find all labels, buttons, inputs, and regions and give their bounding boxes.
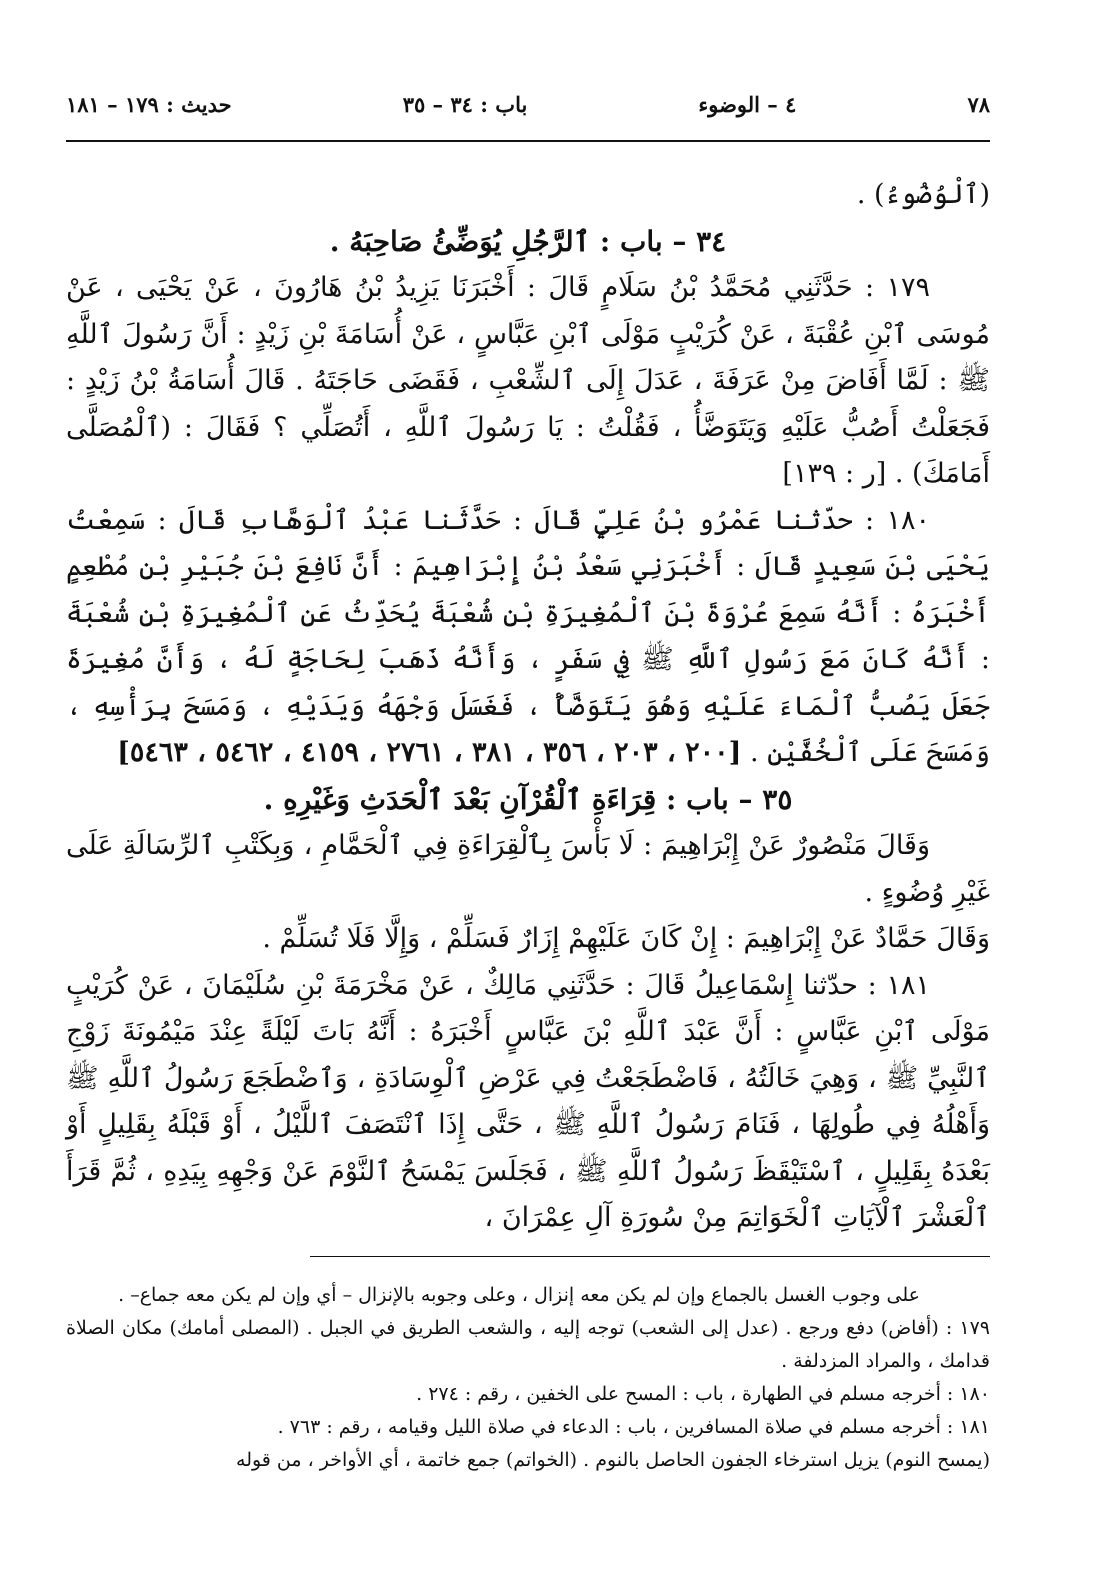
footnote-181: ١٨١ : أخرجه مسلم في صلاة المسافرين ، باب : الدعاء في صلاة الليل وقيامه ، رقم : ٧٦٣ . <box>277 1415 990 1438</box>
hadith-180-refs: [٢٠٠ ، ٢٠٣ ، ٣٥٦ ، ٣٨١ ، ٢٧٦١ ، ٤١٥٩ ، ٥٤٦٢ ، ٥٤٦٣] <box>117 737 742 768</box>
footnote-181-continued: (يمسح النوم) يزيل استرخاء الجفون الحاصل بالنوم . (الخواتم) جمع خاتمة ، أي الأواخر ، من قوله <box>236 1448 990 1471</box>
bab-34-title: ٣٤ – باب : ٱلرَّجُلِ يُوَضِّئُ صَاحِبَهُ . <box>329 224 727 258</box>
footnote-179: ١٧٩ : (أفاض) دفع ورجع . (عدل إلى الشعب) توجه إليه ، والشعب الطريق في الجبل . (المصلى أمامك) مكان الصلاة قدامك ، والمراد المزدلفة . <box>66 1316 990 1372</box>
page-number: ٧٨ <box>967 91 990 117</box>
hammad-statement: وَقَالَ حَمَّادٌ عَنْ إِبْرَاهِيمَ : إِنْ كَانَ عَلَيْهِمْ إِزَارٌ فَسَلِّمْ ، وَإِلَّا فَلَا تُسَلِّمْ . <box>262 923 990 954</box>
hadith-180-text: ١٨٠ : حدّثنا عَمْرُو بْنُ عَلِيٍّ قَالَ : حَدَّثَنا عَبْدُ ٱلْوَهَّابِ قَالَ : سَمِعْتُ يَحْيَى بْنَ سَعِيدٍ قَالَ : أَخْبَرَنِي سَعْدُ بْنُ إِبْرَاهِيمَ : أَنَّ نَافِعَ بْنَ جُبَيْرِ بْنِ مُطْعِمٍ أَخْبَرَهُ : أَنَّهُ سَمِعَ عُرْوَةَ بْنَ ٱلْمُغِيرَةِ بْنِ شُعْبَةَ يُحَدِّثُ عَنِ ٱلْمُغِيرَةِ بْنِ شُعْبَةَ : أَنَّهُ كَانَ مَعَ رَسُولِ ٱللَّهِ ﷺ فِي سَفَرٍ ، وَأَنَّهُ ذَهَبَ لِحَاجَةٍ لَهُ ، وَأَنَّ مُغِيرَةَ جَعَلَ يَصُبُّ ٱلْمَاءَ عَلَيْهِ وَهُوَ يَتَوَضَّأُ ، فَغَسَلَ وَجْهَهُ وَيَدَيْهِ ، وَمَسَحَ بِرَأْسِهِ ، وَمَسَحَ عَلَى ٱلْخُفَّيْنِ . <box>66 504 990 768</box>
footnote-continued: على وجوب الغسل بالجماع وإن لم يكن معه إنزال ، وعلى وجوبه بالإنزال – أي وإن لم يكن معه جماع– . <box>118 1283 920 1306</box>
main-text <box>66 172 990 1242</box>
footnote-180: ١٨٠ : أخرجه مسلم في الطهارة ، باب : المسح على الخفين ، رقم : ٢٧٤ . <box>416 1382 990 1405</box>
bab-35-title: ٣٥ – باب : قِرَاءَةِ ٱلْقُرْآنِ بَعْدَ ٱلْحَدَثِ وَغَيْرِهِ . <box>263 782 793 816</box>
mansur-statement: وَقَالَ مَنْصُورٌ عَنْ إِبْرَاهِيمَ : لَا بَأْسَ بِٱلْقِرَاءَةِ فِي ٱلْحَمَّامِ ، وَبِكَتْبِ ٱلرِّسَالَةِ عَلَى غَيْرِ وُضُوءٍ . <box>66 830 990 908</box>
header-rule <box>66 140 990 142</box>
bab-range: باب : ٣٤ – ٣٥ <box>402 91 528 117</box>
hadith-range: حديث : ١٧٩ – ١٨١ <box>66 91 232 117</box>
running-header <box>66 88 990 120</box>
hadith-181: ١٨١ : حدّثنا إِسْمَاعِيلُ قَالَ : حَدَّثَنِي مَالِكٌ ، عَنْ مَخْرَمَةَ بْنِ سُلَيْمَانَ ، عَنْ كُرَيْبٍ مَوْلَى ٱبْنِ عَبَّاسٍ : أَنَّ عَبْدَ ٱللَّهِ بْنَ عَبَّاسٍ أَخْبَرَهُ : أَنَّهُ بَاتَ لَيْلَةً عِنْدَ مَيْمُونَةَ زَوْجِ ٱلنَّبِيِّ ﷺ ، وَهِيَ خَالَتُهُ ، فَاضْطَجَعْتُ فِي عَرْضِ ٱلْوِسَادَةِ ، وَٱضْطَجَعَ رَسُولُ ٱللَّهِ ﷺ وَأَهْلُهُ فِي طُولِهَا ، فَنَامَ رَسُولُ ٱللَّهِ ﷺ ، حَتَّى إِذَا ٱنْتَصَفَ ٱللَّيْلُ ، أَوْ قَبْلَهُ بِقَلِيلٍ أَوْ بَعْدَهُ بِقَلِيلٍ ، ٱسْتَيْقَظَ رَسُولُ ٱللَّهِ ﷺ ، فَجَلَسَ يَمْسَحُ ٱلنَّوْمَ عَنْ وَجْهِهِ بِيَدِهِ ، ثُمَّ قَرَأَ ٱلْعَشْرَ ٱلْآيَاتِ ٱلْخَوَاتِمَ مِنْ سُورَةِ آلِ عِمْرَانَ ، <box>66 969 990 1233</box>
footnote-rule <box>310 1256 990 1257</box>
hadith-179: ١٧٩ : حَدَّثَنِي مُحَمَّدُ بْنُ سَلَامٍ قَالَ : أَخْبَرَنَا يَزِيدُ بْنُ هَارُونَ ، عَنْ يَحْيَى ، عَنْ مُوسَى ٱبْنِ عُقْبَةَ ، عَنْ كُرَيْبٍ مَوْلَى ٱبْنِ عَبَّاسٍ ، عَنْ أُسَامَةَ بْنِ زَيْدٍ : أَنَّ رَسُولَ ٱللَّهِ ﷺ : لَمَّا أَفَاضَ مِنْ عَرَفَةَ ، عَدَلَ إِلَى ٱلشِّعْبِ ، فَقَضَى حَاجَتَهُ . قَالَ أُسَامَةُ بْنُ زَيْدٍ : فَجَعَلْتُ أَصُبُّ عَلَيْهِ وَيَتَوَضَّأُ ، فَقُلْتُ : يَا رَسُولَ ٱللَّهِ ، أَتُصَلِّي ؟ فَقَالَ : (ٱلْمُصَلَّى أَمَامَكَ) . [ر : ١٣٩] <box>66 272 990 489</box>
continued-line: (ٱلْوُضُوءُ) . <box>856 179 990 210</box>
hadith-180 <box>66 498 990 777</box>
chapter-title: ٤ – الوضوء <box>698 91 797 117</box>
footnotes <box>66 1279 990 1477</box>
